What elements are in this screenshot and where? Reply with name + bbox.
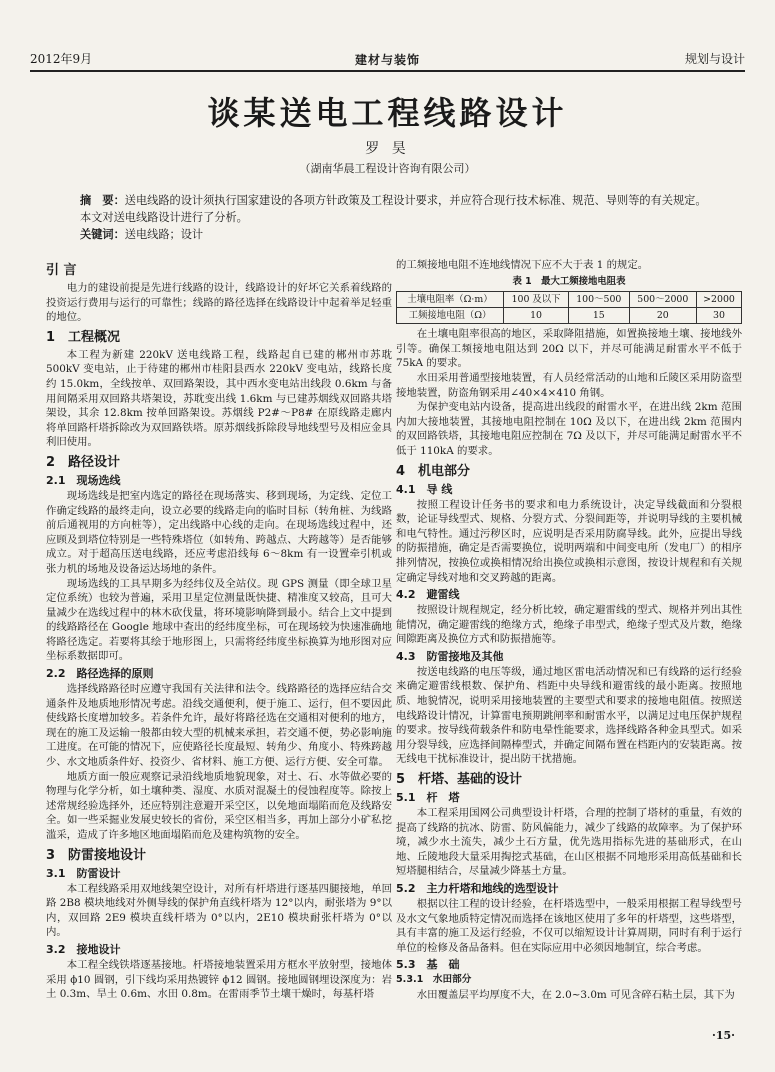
subsection-heading: 3.1 防雷设计 bbox=[46, 866, 121, 880]
subsection-heading: 5.1 杆 塔 bbox=[396, 791, 460, 805]
subsection-heading: 2.2 路径选择的原则 bbox=[46, 667, 154, 681]
journal-name: 建材与装饰 bbox=[354, 53, 421, 67]
paragraph: 本工程采用国网公司典型设计杆塔，合理的控制了塔材的重量，有效的提高了线路的抗冰、防雷、防风偏能力，减少了线路的故障率。为了保护环境，减少水土流失，减少土石方量，优先选用指标先进的基础形式，在山地、丘陵地段大量采用掏挖式基础，在山区根据不同地形采用高低基础和长短塔腿相结合，尽量减少降基土方量。 bbox=[396, 807, 742, 878]
section-heading: 引 言 bbox=[46, 263, 77, 278]
paragraph: 根据以往工程的设计经验，在杆塔选型中，一般采用根据工程导线型号及水文气象地质特定情况而选择在该地区使用了多年的杆塔型，这些塔型，具有丰富的施工及运行经验，不仅可以缩短设计计算周期，同时有利于运行单位的检修及备品备料。但在实际应用中必须因地制宜，综合考虑。 bbox=[396, 898, 742, 954]
paragraph: 按照工程设计任务书的要求和电力系统设计，决定导线截面和分裂根数，论证导线型式、规格、分裂方式、分裂间距等，并说明导线的主要机械和电气特性。通过污秽区时，应说明是否采用防腐导线。此外，应提出导线的防振措施，确定是否需要换位，说明两端和中间变电所（发电厂）的相序排列情况，按换位或换相情况给出换位或换相示意图，按设计规程和有关规定确定导线对地和交叉跨越的距离。 bbox=[396, 498, 742, 584]
page-header bbox=[30, 50, 745, 72]
table-cell: 500～2000 bbox=[629, 292, 696, 308]
table-cell: 土壤电阻率（Ω·m） bbox=[397, 292, 504, 308]
subsection-heading: 5.3 基 础 bbox=[396, 958, 460, 972]
abstract-text: 送电线路的设计须执行国家建设的各项方针政策及工程设计要求，并应符合现行技术标准、规范、导则等的有关规定。本文对送电线路设计进行了分析。 bbox=[80, 194, 707, 224]
table-cell: 工频接地电阻（Ω） bbox=[397, 308, 504, 324]
right-column bbox=[396, 258, 742, 1003]
author-name: 罗 昊 bbox=[365, 141, 410, 157]
paragraph: 的工频接地电阻不连地线情况下应不大于表 1 的规定。 bbox=[396, 259, 649, 271]
section-name: 规划与设计 bbox=[684, 52, 745, 66]
page-number: ·15· bbox=[712, 1029, 735, 1042]
paragraph: 水田覆盖层平均厚度不大，在 2.0~3.0m 可见含碎石粘土层，其下为 bbox=[416, 989, 735, 1002]
keywords-text: 送电线路；设计 bbox=[124, 228, 204, 241]
paragraph: 电力的建设前提是先进行线路的设计，线路设计的好坏它关系着线路的投资运行费用与运行的可靠性；线路的路径选择在线路设计中起着举足轻重的地位。 bbox=[46, 282, 392, 324]
subsubsection-heading: 5.3.1 水田部分 bbox=[396, 974, 472, 986]
paragraph: 现场选线是把室内选定的路径在现场落实、移到现场，为定线、定位工作确定线路的最终走向，设立必要的线路走向的临时目标（转角桩、为线路前后通视用的方向桩等），定出线路中心线的走向。在现场选线过程中，还应顾及到塔位特别是一些特殊塔位（如转角、跨越点、大跨越等）是否能够成立。对于超高压送电线路，还应考虑沿线每 6～8km 有一设置牵引机或张力机的场地及设备运达场地的条件。 bbox=[46, 489, 392, 575]
table-caption: 表 1 最大工频接地电阻表 bbox=[512, 275, 626, 287]
left-column bbox=[46, 258, 392, 1002]
paragraph: 本工程线路采用双地线架空设计，对所有杆塔进行逐基四腿接地，单回路 2B8 模块地线对外侧导线的保护角直线杆塔为 12°以内，耐张塔为 9°以内，双回路 2E9 模块直线杆塔为 0°以内，2E10 模块耐张杆塔为 0°以内。 bbox=[46, 882, 392, 939]
subsection-heading: 5.2 主力杆塔和地线的选型设计 bbox=[396, 882, 559, 895]
issue-date: 2012年9月 bbox=[30, 52, 93, 66]
section-heading: 3 防雷接地设计 bbox=[46, 847, 147, 863]
keywords-label: 关键词： bbox=[80, 228, 125, 241]
subsection-heading: 4.2 避雷线 bbox=[396, 588, 460, 602]
table-cell: 20 bbox=[629, 308, 696, 324]
table-cell: 10 bbox=[504, 308, 569, 324]
table-cell: >2000 bbox=[697, 292, 742, 308]
author-affiliation: （湖南华晨工程设计咨询有限公司） bbox=[299, 162, 476, 175]
paragraph: 地质方面一般应观察记录沿线地质地貌现象，对土、石、水等做必要的物理与化学分析，如土壤种类、湿度、水质对混凝土的侵蚀程度等。除按上述常规经验选择外，还应特别注意避开采空区，以免地面塌陷而危及线路安全。如一些采掘业发展史较长的省份，采空区相当多，再加上部分小矿私挖滥采，造成了许多地区地面塌陷而危及建构筑物的安全。 bbox=[46, 770, 392, 841]
table-cell: 15 bbox=[569, 308, 630, 324]
paragraph: 选择线路路径时应遵守我国有关法律和法令。线路路径的选择应结合交通条件及地质地形情况考虑。沿线交通便利，便于施工、运行，但不要因此使线路长度增加较多。若条件允许，最好将路径选在交通相对便利的地方，现在的施工及运输一般都由较大型的机械来承担，若交通不便，势必影响施工进度。在可能的情况下，应使路径长度最短、转角少、角度小、特殊跨越少、水文地质条件好、投资少、省材料、施工方便、运行方便、安全可靠。 bbox=[46, 683, 392, 769]
subsection-heading: 3.2 接地设计 bbox=[46, 942, 121, 956]
table-cell: 30 bbox=[697, 308, 742, 324]
paragraph: 本工程为新建 220kV 送电线路工程，线路起自已建的郴州市苏耽 500kV 变电站，止于待建的郴州市桂阳县西水 220kV 变电站，线路长度约 15.0km，全线按单、双回路架设，其中西水变电站出线段 0.6km 与备用间隔采用双回路共塔架设，苏耽变出线 1.6km 与已建苏烟线双回路共塔架设，其余 12.8km 按单回路架设。苏烟线 P2#～P8# 在原线路走廊内将单回路杆塔拆除改为双回路铁塔。原苏烟线拆除段导地线型号及相应金具利旧使用。 bbox=[46, 348, 392, 449]
paragraph: 现场选线的工具早期多为经纬仪及全站仪。现 GPS 测量（即全球卫星定位系统）也较为普遍，采用卫星定位测量既快捷、精准度又较高，且可大量减少在选线过程中的林木砍伐量，将环境影响降到最小。结合上文中提到的线路路径在 Google 地球中查出的经纬度坐标，可在现场较为快速准确地将路径选定。若要将其绘于地形图上，只需将经纬度坐标换算为地形图对应坐标系数据即可。 bbox=[46, 577, 392, 663]
paragraph: 按照设计规程规定，经分析比较，确定避雷线的型式、规格并列出其性能情况，确定避雷线的绝缘方式，绝缘子串型式，绝缘子型式及片数，绝缘间隙距离及换位方式和防振措施等。 bbox=[396, 604, 742, 646]
paragraph: 水田采用普通型接地装置，有人员经常活动的山地和丘陵区采用防盗型接地装置，防盗角钢采用∠40×4×410 角钢。 bbox=[396, 371, 742, 399]
article-title: 谈某送电工程线路设计 bbox=[207, 94, 568, 132]
paragraph: 为保护变电站内设备，提高进出线段的耐雷水平，在进出线 2km 范围内加大接地装置，其接地电阻控制在 10Ω 及以下，在进出线 2km 范围内的双回路铁塔，其接地电阻应控制在 7Ω 及以下，并尽可能满足耐雷水平不低于 110kA 的要求。 bbox=[396, 401, 742, 457]
paragraph: 按送电线路的电压等级，通过地区雷电活动情况和已有线路的运行经验来确定避雷线根数、保护角、档距中央导线和避雷线的最小距离。按照地质、地貌情况，说明采用接地装置的主要型式和要求的接地电阻值。按照送电线路设计情况，计算雷电预期跳闸率和耐雷水平，以满足过电压保护规程的要求。按导线荷载条件和防电晕性能要求，选择线路各种金具型式。如采用分裂导线，应选择间隔棒型式，并确定间隔布置在档距内的安装距离。按无线电干扰标准设计，提出防干扰措施。 bbox=[396, 665, 742, 766]
grounding-resistance-table bbox=[396, 291, 742, 324]
table-cell: 100～500 bbox=[569, 292, 630, 308]
keywords bbox=[80, 226, 715, 242]
table-cell: 100 及以下 bbox=[504, 292, 569, 308]
paragraph: 本工程全线铁塔逐基接地。杆塔接地装置采用方框水平放射型，接地体采用 ϕ10 圆钢，引下线均采用热镀锌 ϕ12 圆钢。接地圆钢埋设深度为：岩土 0.3m、旱土 0.6m、水田 0.8m。在雷雨季节土壤干燥时，每基杆塔 bbox=[46, 958, 392, 1001]
table-row bbox=[397, 308, 742, 324]
section-heading: 5 杆塔、基础的设计 bbox=[396, 772, 523, 788]
section-heading: 4 机电部分 bbox=[396, 463, 471, 479]
subsection-heading: 2.1 现场选线 bbox=[46, 473, 121, 487]
section-heading: 2 路径设计 bbox=[46, 454, 121, 470]
table-row bbox=[397, 292, 742, 308]
abstract-label: 摘 要： bbox=[80, 194, 125, 207]
paragraph: 在土壤电阻率很高的地区，采取降阻措施，如置换接地土壤、接地线外引等。确保工频接地电阻达到 20Ω 以下，并尽可能满足耐雷水平不低于 75kA 的要求。 bbox=[396, 328, 742, 370]
subsection-heading: 4.1 导 线 bbox=[396, 482, 453, 496]
section-heading: 1 工程概况 bbox=[46, 329, 121, 345]
abstract bbox=[80, 192, 715, 226]
subsection-heading: 4.3 防雷接地及其他 bbox=[396, 649, 504, 663]
